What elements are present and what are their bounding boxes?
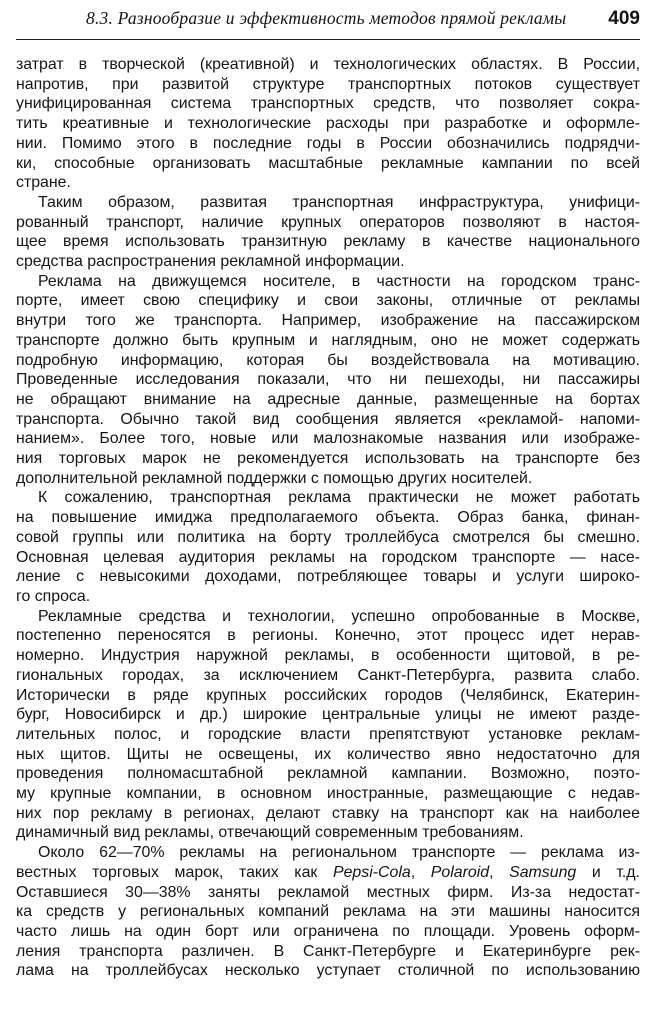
text-line: ка средств у региональных компаний реклама на эти машины наносится — [16, 903, 640, 921]
text-line: на повышение имиджа предполагаемого объекта. Образ банка, финан- — [16, 509, 640, 527]
text-line: му крупные компании, в основном иностранные, размещающие с недав- — [16, 785, 640, 803]
text-line: постепенно переносятся в регионы. Конечно, этот процесс идет нерав- — [16, 627, 640, 645]
text-line: Исторически в ряде крупных российских городов (Челябинск, Екатерин- — [16, 686, 640, 704]
text-line: номерно. Индустрия наружной рекламы, в особенности щитовой, в ре- — [16, 647, 640, 665]
text-line: подробную информацию, которая бы воздействовала на мотивацию. — [16, 351, 640, 369]
text-line: щее время использовать транзитную рекламу в качестве национального — [16, 233, 640, 251]
text-line: затрат в творческой (креативной) и технологических областях. В России, — [16, 56, 640, 73]
text-line: транспорта. Обычно такой вид сообщения является «рекламой- напоми- — [16, 410, 640, 428]
text-line: лительных полос, и городские власти препятствуют установке реклам- — [16, 725, 640, 743]
text-line: совой группы или политика на борту троллейбуса смотрелся бы смешно. — [16, 528, 640, 546]
text-line: нии. Помимо этого в последние годы в России обозначились подрядчи- — [16, 134, 640, 152]
text-line: унифицированная система транспортных средств, что позволяет сокра- — [16, 95, 640, 113]
text-line: рованный транспорт, наличие крупных операторов позволяют в настоя- — [16, 213, 640, 231]
text-line: Проведенные исследования показали, что ни пешеходы, ни пассажиры — [16, 371, 640, 389]
paragraph — [16, 607, 640, 843]
page-body — [16, 55, 640, 981]
text-line: Основная целевая аудитория рекламы на городском транспорте — насе- — [16, 548, 640, 566]
text-line: ления транспорта различен. В Санкт-Петербурге и Екатеринбурге рек- — [16, 942, 640, 960]
text-line: часто лишь на один борт или ограничена по площади. Уровень оформ- — [16, 922, 640, 940]
text-line: стране. — [16, 174, 71, 192]
text-line: Оставшиеся 30—38% заняты рекламой местных фирм. Из-за недостат- — [16, 883, 640, 901]
text-line: проведения полномасштабной рекламной кампании. Возможно, поэто- — [16, 765, 640, 783]
text-line: дополнительной рекламной поддержки с помощью других носителей. — [16, 469, 533, 487]
paragraph — [16, 843, 640, 981]
paragraph — [16, 272, 640, 489]
running-header — [16, 0, 640, 40]
text-line: бург, Новосибирск и др.) широкие центральные улицы не имеют разде- — [16, 706, 640, 724]
text-line: лама на троллейбусах несколько уступает столичной по использованию — [16, 962, 640, 980]
text-line: гиональных городах, за исключением Санкт-Петербурга, развита слабо. — [16, 666, 640, 684]
text-line: Таким образом, развитая транспортная инфраструктура, унифици- — [38, 193, 640, 211]
text-line: напротив, при развитой структуре транспортных потоков существует — [16, 75, 640, 93]
text-line: средства распространения рекламной информации. — [16, 253, 405, 271]
text-line: Реклама на движущемся носителе, в частности на городском транс- — [38, 272, 640, 290]
text-line: Рекламные средства и технологии, успешно опробованные в Москве, — [38, 607, 640, 625]
text-line: ния торговых марок не рекомендуется использовать на транспорте без — [16, 450, 640, 468]
text-line: К сожалению, транспортная реклама практически не может работать — [38, 489, 640, 507]
text-line: ление с невысокими доходами, потребляющее товары и услуги широко- — [16, 568, 640, 586]
text-line: порте, имеет свою специфику и свои законы, отличные от рекламы — [16, 292, 640, 310]
text-line: Около 62—70% рекламы на региональном транспорте — реклама из- — [38, 844, 640, 862]
text-line: не обращают внимание на адресные данные, размещенные на бортах — [16, 390, 640, 408]
paragraph — [16, 488, 640, 606]
page-number: 409 — [608, 8, 640, 29]
text-line: них пор рекламу в регионах, делают ставку на транспорт как на наиболее — [16, 804, 640, 822]
text-line: го спроса. — [16, 587, 91, 605]
text-line: ки, способные организовать масштабные рекламные кампании по всей — [16, 154, 640, 172]
paragraph — [16, 55, 640, 193]
text-line: ных щитов. Щиты не освещены, их количество явно недостаточно для — [16, 745, 640, 763]
text-line: вестных торговых марок, таких как Pepsi-Cola, Polaroid, Samsung и т.д. — [16, 863, 640, 881]
text-line: нанием». Более того, новые или малознакомые названия или изображе- — [16, 430, 640, 448]
chapter-section-title: 8.3. Разнообразие и эффективность методов прямой рекламы — [86, 8, 567, 28]
text-line: динамичный вид рекламы, отвечающий современным требованиям. — [16, 824, 524, 842]
paragraph — [16, 193, 640, 272]
text-line: транспорте должно быть крупным и наглядным, оно не может содержать — [16, 331, 640, 349]
text-line: тить креативные и технологические расходы при разработке и оформле- — [16, 115, 640, 133]
text-line: внутри того же транспорта. Например, изображение на пассажирском — [16, 312, 640, 330]
